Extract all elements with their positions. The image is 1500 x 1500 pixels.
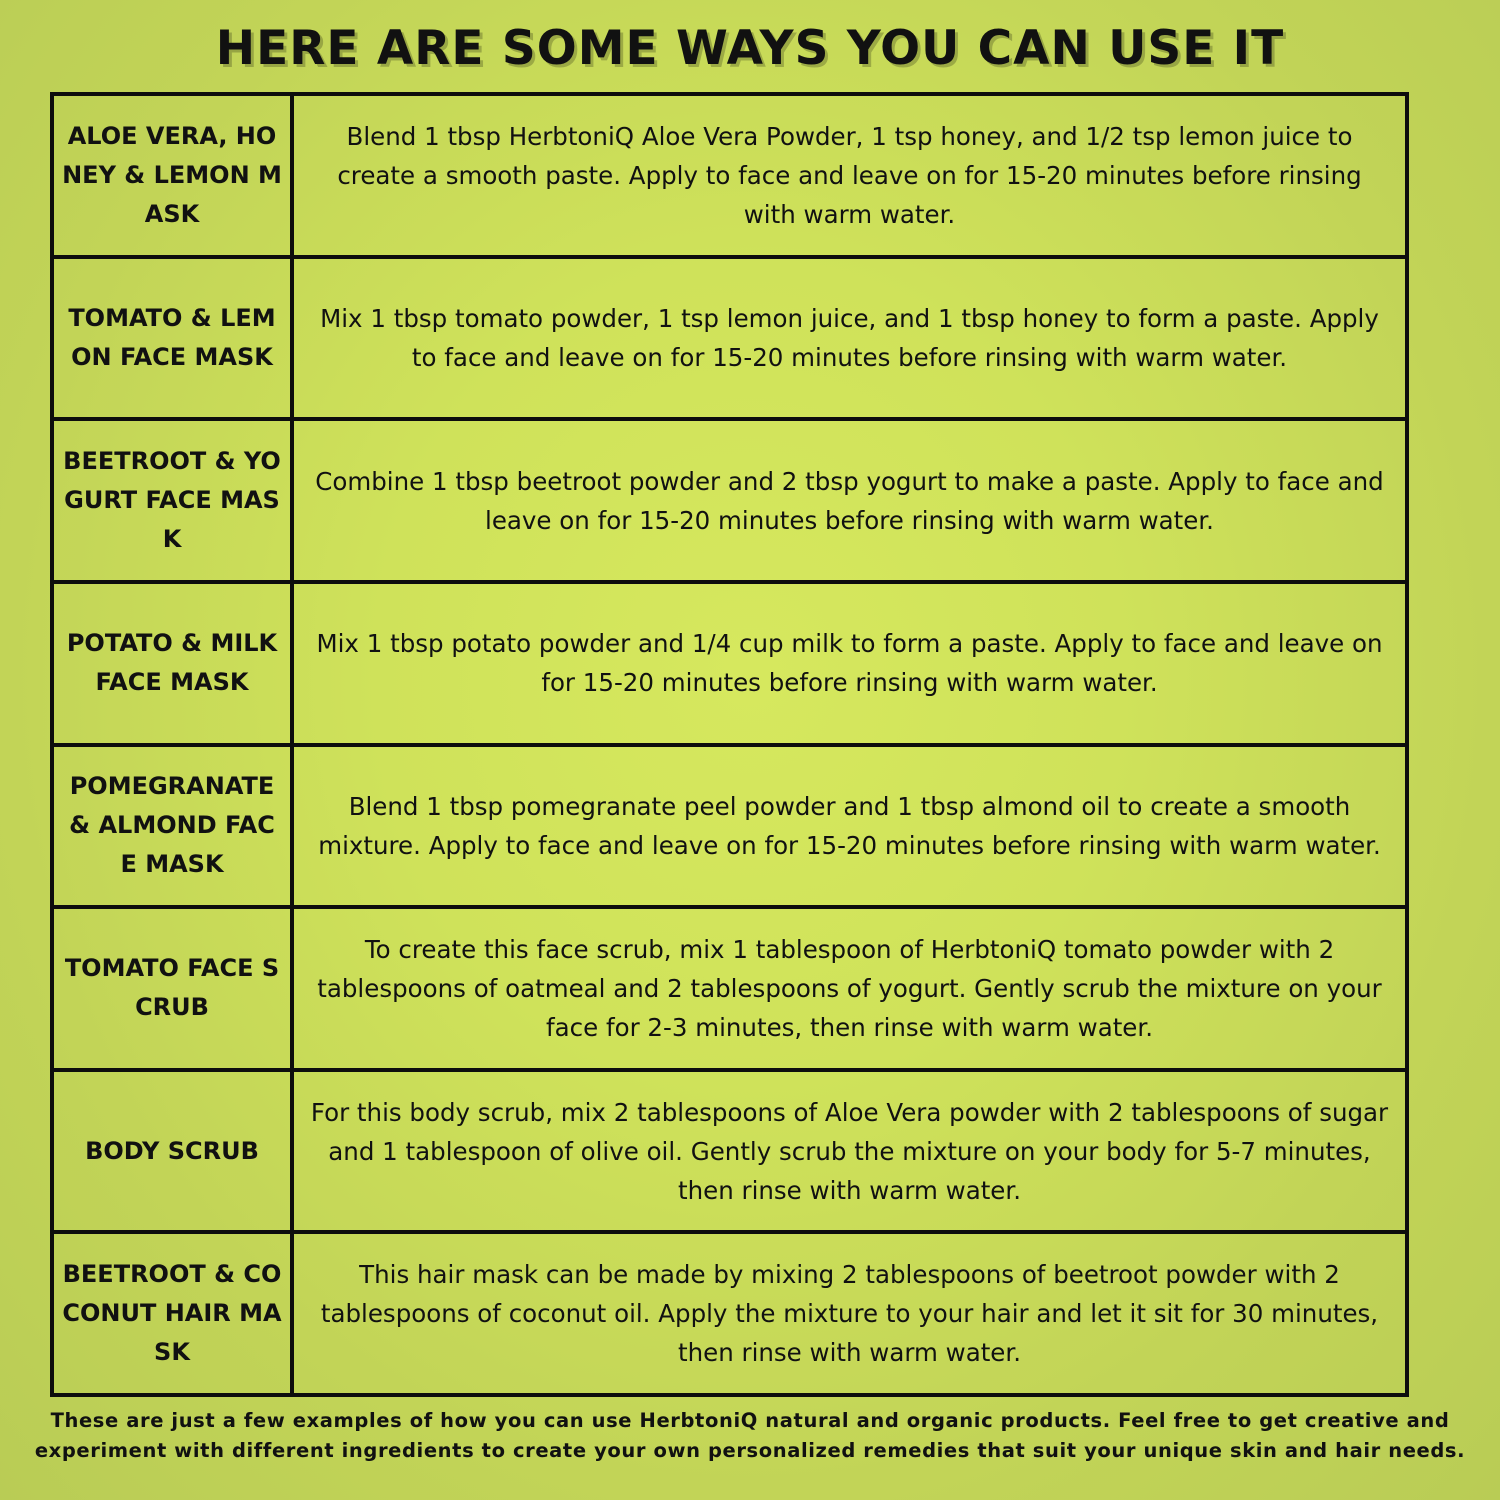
remedy-description: Mix 1 tbsp tomato powder, 1 tsp lemon juice, and 1 tbsp honey to form a paste. Apply to face and leave on for 15-20 minutes before rinsing with warm water. (292, 257, 1407, 420)
remedy-name: BEETROOT & COCONUT HAIR MASK (52, 1232, 292, 1395)
usage-table (50, 92, 1409, 1397)
table-row (52, 745, 1407, 908)
table-row (52, 94, 1407, 257)
table-row (52, 257, 1407, 420)
remedy-name: POMEGRANATE & ALMOND FACE MASK (52, 745, 292, 908)
remedy-description: This hair mask can be made by mixing 2 tablespoons of beetroot powder with 2 tablespoons of coconut oil. Apply the mixture to your hair and let it sit for 30 minutes, then rinse with warm water. (292, 1232, 1407, 1395)
footer-note: These are just a few examples of how you can use HerbtoniQ natural and organic products. Feel free to get creative and experiment with different ingredients to create your own personalized remedies that suit your unique skin and hair needs. (34, 1409, 1466, 1462)
table-row (52, 1070, 1407, 1233)
remedy-name: BODY SCRUB (52, 1070, 292, 1233)
remedy-name: TOMATO & LEMON FACE MASK (52, 257, 292, 420)
remedy-name: ALOE VERA, HONEY & LEMON MASK (52, 94, 292, 257)
remedy-description: To create this face scrub, mix 1 tablespoon of HerbtoniQ tomato powder with 2 tablespoons of oatmeal and 2 tablespoons of yogurt. Gently scrub the mixture on your face for 2-3 minutes, then rinse with warm water. (292, 907, 1407, 1070)
table-row (52, 419, 1407, 582)
remedy-name: POTATO & MILK FACE MASK (52, 582, 292, 745)
remedy-description: For this body scrub, mix 2 tablespoons of Aloe Vera powder with 2 tablespoons of sugar and 1 tablespoon of olive oil. Gently scrub the mixture on your body for 5-7 minutes, then rinse with warm water. (292, 1070, 1407, 1233)
remedy-description: Blend 1 tbsp HerbtoniQ Aloe Vera Powder, 1 tsp honey, and 1/2 tsp lemon juice to create a smooth paste. Apply to face and leave on for 15-20 minutes before rinsing with warm water. (292, 94, 1407, 257)
table-row (52, 907, 1407, 1070)
remedy-name: BEETROOT & YOGURT FACE MASK (52, 419, 292, 582)
remedy-description: Combine 1 tbsp beetroot powder and 2 tbsp yogurt to make a paste. Apply to face and leave on for 15-20 minutes before rinsing with warm water. (292, 419, 1407, 582)
table-row (52, 582, 1407, 745)
remedy-description: Blend 1 tbsp pomegranate peel powder and 1 tbsp almond oil to create a smooth mixture. Apply to face and leave on for 15-20 minutes before rinsing with warm water. (292, 745, 1407, 908)
remedy-name: TOMATO FACE SCRUB (52, 907, 292, 1070)
page-title: HERE ARE SOME WAYS YOU CAN USE IT (215, 21, 1285, 76)
remedy-description: Mix 1 tbsp potato powder and 1/4 cup milk to form a paste. Apply to face and leave on for 15-20 minutes before rinsing with warm water. (292, 582, 1407, 745)
table-row (52, 1232, 1407, 1395)
